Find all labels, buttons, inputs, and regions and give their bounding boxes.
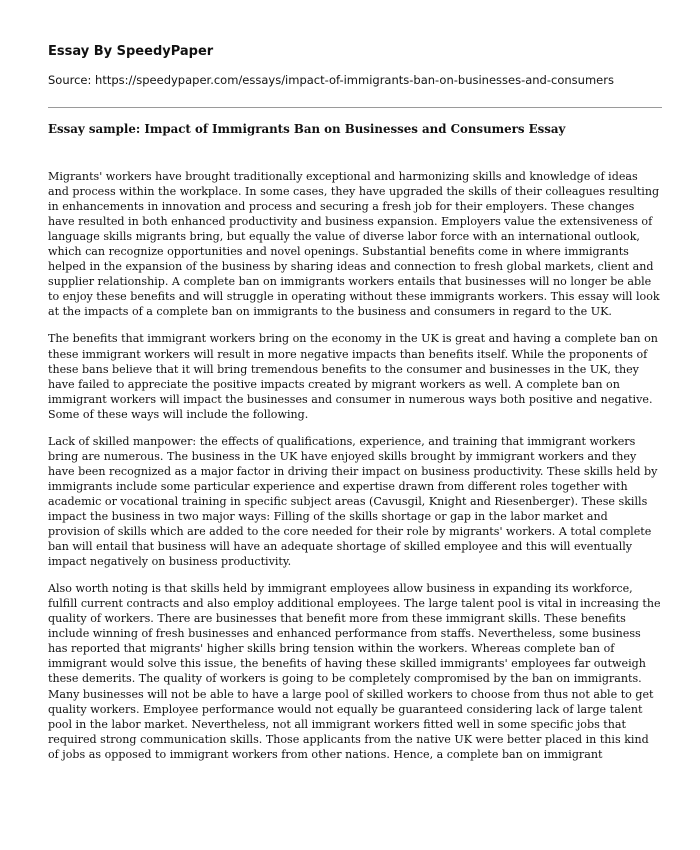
essay-body <box>48 169 662 762</box>
site-title: Essay By SpeedyPaper <box>48 44 214 59</box>
source-line <box>48 73 662 87</box>
essay-title: Essay sample: Impact of Immigrants Ban on Businesses and Consumers Essay <box>48 122 566 136</box>
paragraph: Also worth noting is that skills held by immigrant employees allow business in expanding its workforce, fulfill current contracts and also employ additional employees. The large talent pool is vital in increasing the quality of workers. There are businesses that benefit more from these immigrant skills. These benefits include winning of fresh businesses and enhanced performance from staffs. Nevertheless, some business has reported that migrants' higher skills bring tension within the workers. Whereas complete ban of immigrant would solve this issue, the benefits of having these skilled immigrants' employees far outweigh these demerits. The quality of workers is going to be completely compromised by the ban on immigrants. Many businesses will not be able to have a large pool of skilled workers to choose from thus not able to get quality workers. Employee performance would not equally be guaranteed considering lack of large talent pool in the labor market. Nevertheless, not all immigrant workers fitted well in some specific jobs that required strong communication skills. Those applicants from the native UK were better placed in this kind of jobs as opposed to immigrant workers from other nations. Hence, a complete ban on immigrant <box>48 582 661 761</box>
header-divider <box>48 107 662 108</box>
paragraph: Migrants' workers have brought traditionally exceptional and harmonizing skills and knowledge of ideas and process within the workplace. In some cases, they have upgraded the skills of their colleagues resulting in enhancements in innovation and process and securing a fresh job for their employers. These changes have resulted in both enhanced productivity and business expansion. Employers value the extensiveness of language skills migrants bring, but equally the value of diverse labor force with an international outlook, which can recognize opportunities and novel openings. Substantial benefits come in where immigrants helped in the expansion of the business by sharing ideas and connection to fresh global markets, client and supplier relationship. A complete ban on immigrants workers entails that businesses will no longer be able to enjoy these benefits and will struggle in operating without these immigrants workers. This essay will look at the impacts of a complete ban on immigrants to the business and consumers in regard to the UK. <box>48 170 660 319</box>
paragraph: Lack of skilled manpower: the effects of qualifications, experience, and training that immigrant workers bring are numerous. The business in the UK have enjoyed skills brought by immigrant workers and they have been recognized as a major factor in driving their impact on business productivity. These skills held by immigrants include some particular experience and expertise drawn from different roles together with academic or vocational training in specific subject areas (Cavusgil, Knight and Riesenberger). These skills impact the business in two major ways: Filling of the skills shortage or gap in the labor market and provision of skills which are added to the core needed for their role by migrants' workers. A total complete ban will entail that business will have an adequate shortage of skilled employee and this will eventually impact negatively on business productivity. <box>48 434 658 569</box>
source-label: Source: <box>48 73 96 87</box>
source-url: https://speedypaper.com/essays/impact-of-immigrants-ban-on-businesses-and-consumers <box>95 73 614 87</box>
paragraph: The benefits that immigrant workers bring on the economy in the UK is great and having a complete ban on these immigrant workers will result in more negative impacts than benefits itself. While the proponents of these bans believe that it will bring tremendous benefits to the consumer and businesses in the UK, they have failed to appreciate the positive impacts created by migrant workers as well. A complete ban on immigrant workers will impact the businesses and consumer in numerous ways both positive and negative. Some of these ways will include the following. <box>48 332 658 421</box>
